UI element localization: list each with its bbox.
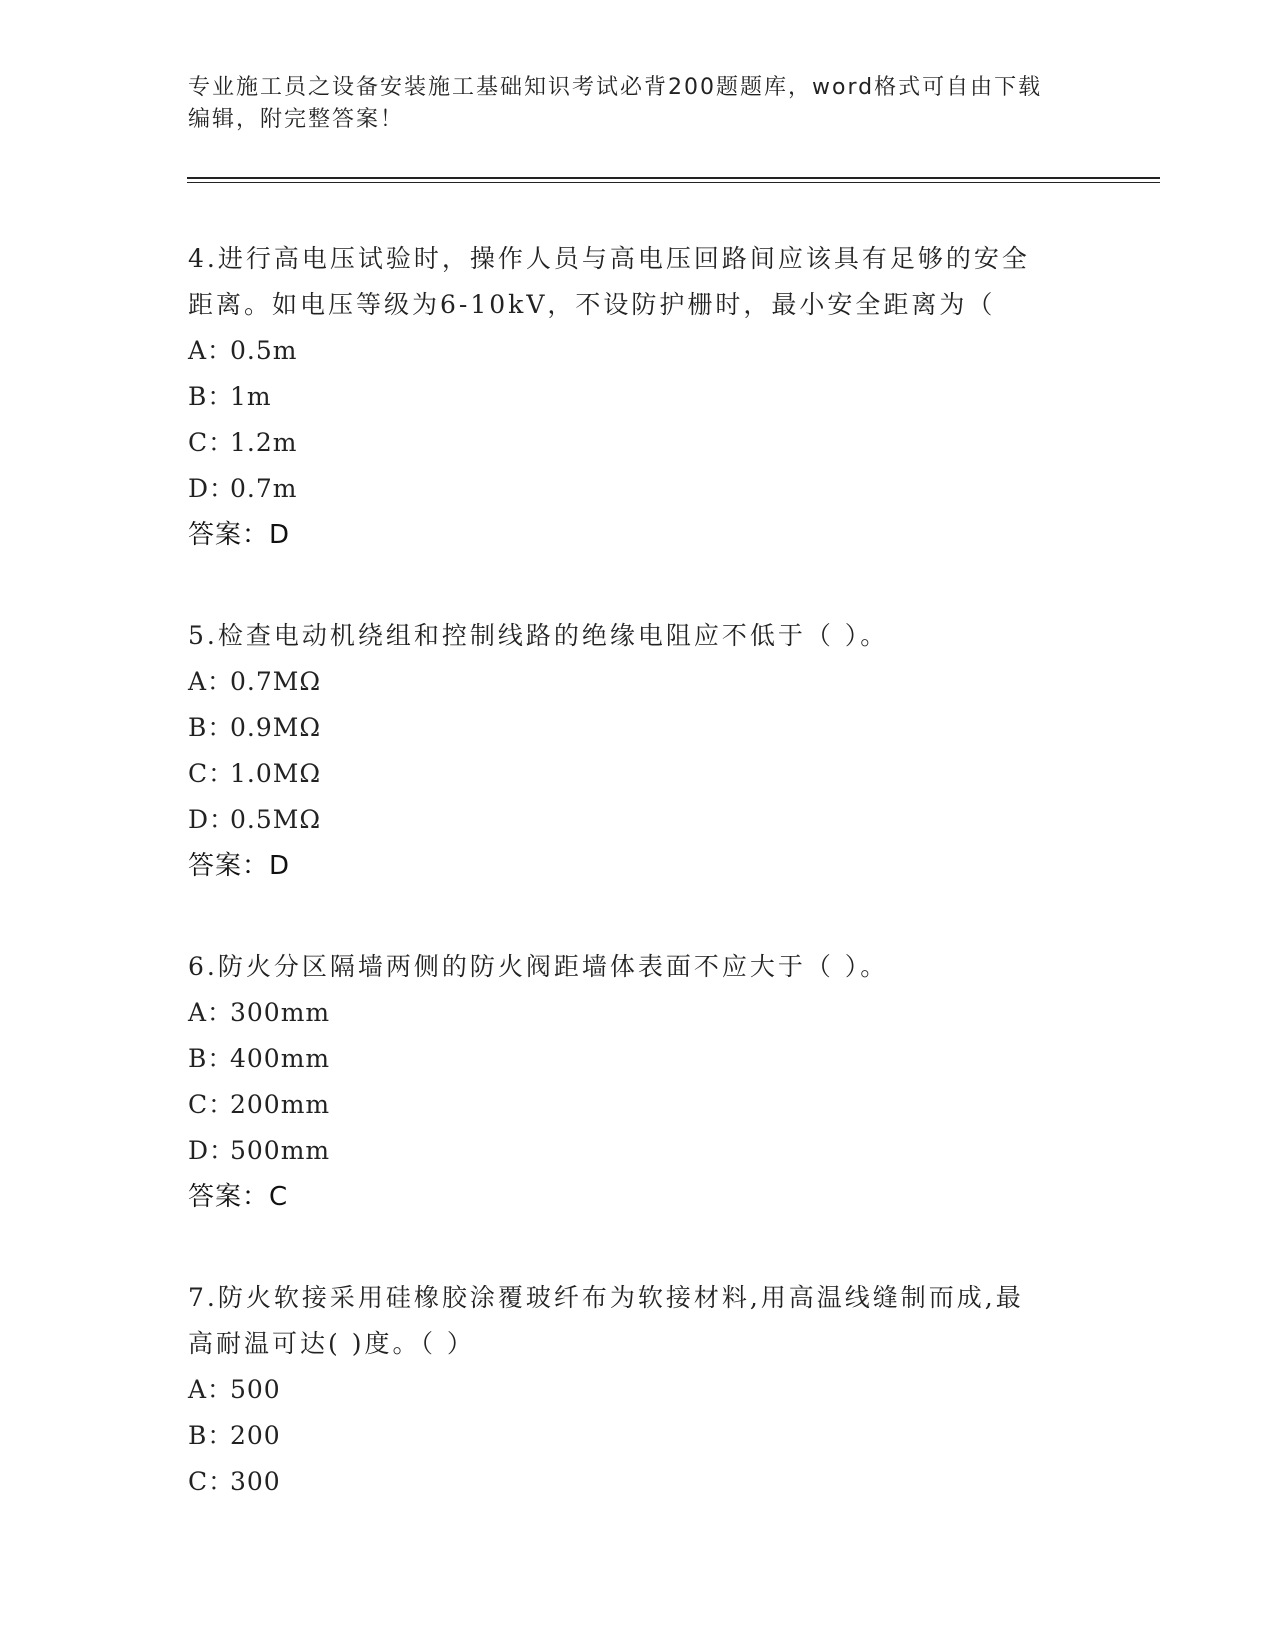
header-line-1: 专业施工员之设备安装施工基础知识考试必背200题题库，word格式可自由下载 (188, 75, 1043, 100)
option-text: 1.0MΩ (230, 759, 322, 788)
header-line-2: 编辑，附完整答案！ (188, 107, 405, 132)
option-b (188, 1036, 1088, 1082)
option-letter: C： (188, 428, 235, 457)
question-line: 7.防火软接采用硅橡胶涂覆玻纤布为软接材料,用高温线缝制而成,最 (188, 1283, 1024, 1312)
question-text (188, 236, 1088, 328)
option-c (188, 751, 1088, 797)
option-letter: A： (188, 336, 234, 365)
answer-line: 答案：D (188, 851, 291, 881)
option-a (188, 990, 1088, 1036)
option-d (188, 1128, 1088, 1174)
option-text: 1.2m (230, 428, 298, 457)
question-list (188, 236, 1088, 1560)
option-c (188, 1459, 1088, 1505)
header-divider (187, 177, 1160, 179)
question-line: 高耐温可达( )度。（ ） (188, 1329, 475, 1358)
option-text: 0.9MΩ (230, 713, 322, 742)
option-b (188, 705, 1088, 751)
option-letter: A： (188, 667, 234, 696)
option-b (188, 374, 1088, 420)
option-letter: C： (188, 1090, 235, 1119)
question-text (188, 944, 1088, 990)
option-letter: B： (188, 382, 234, 411)
document-header (188, 72, 1088, 136)
option-letter: C： (188, 759, 235, 788)
option-letter: C： (188, 1467, 235, 1496)
question-line: 距离。如电压等级为6-10kV，不设防护栅时，最小安全距离为（ (188, 290, 996, 319)
option-c (188, 1082, 1088, 1128)
option-a (188, 659, 1088, 705)
option-text: 400mm (230, 1044, 331, 1073)
question-5 (188, 613, 1088, 889)
question-4 (188, 236, 1088, 558)
option-text: 1m (230, 382, 272, 411)
option-text: 200mm (230, 1090, 331, 1119)
option-text: 0.5m (230, 336, 298, 365)
question-line: 6.防火分区隔墙两侧的防火阀距墙体表面不应大于（ ）。 (188, 952, 889, 981)
option-text: 200 (230, 1421, 281, 1450)
option-text: 0.7m (230, 474, 298, 503)
option-b (188, 1413, 1088, 1459)
question-line: 5.检查电动机绕组和控制线路的绝缘电阻应不低于（ ）。 (188, 621, 889, 650)
question-7 (188, 1275, 1088, 1505)
option-letter: B： (188, 713, 234, 742)
option-d (188, 797, 1088, 843)
option-text: 500 (230, 1375, 281, 1404)
question-line: 4.进行高电压试验时，操作人员与高电压回路间应该具有足够的安全 (188, 244, 1030, 273)
option-letter: D： (188, 1136, 236, 1165)
option-letter: B： (188, 1421, 234, 1450)
option-text: 500mm (230, 1136, 331, 1165)
option-d (188, 466, 1088, 512)
option-c (188, 420, 1088, 466)
option-text: 300mm (230, 998, 331, 1027)
question-6 (188, 944, 1088, 1220)
answer-line: 答案：C (188, 1182, 289, 1212)
option-text: 0.5MΩ (230, 805, 322, 834)
option-a (188, 328, 1088, 374)
option-letter: D： (188, 805, 236, 834)
option-letter: B： (188, 1044, 234, 1073)
answer-line: 答案：D (188, 520, 291, 550)
option-text: 300 (230, 1467, 281, 1496)
header-divider-thin (187, 182, 1160, 183)
option-letter: A： (188, 998, 234, 1027)
question-text (188, 613, 1088, 659)
question-text (188, 1275, 1088, 1367)
option-text: 0.7MΩ (230, 667, 322, 696)
option-a (188, 1367, 1088, 1413)
option-letter: D： (188, 474, 236, 503)
option-letter: A： (188, 1375, 234, 1404)
